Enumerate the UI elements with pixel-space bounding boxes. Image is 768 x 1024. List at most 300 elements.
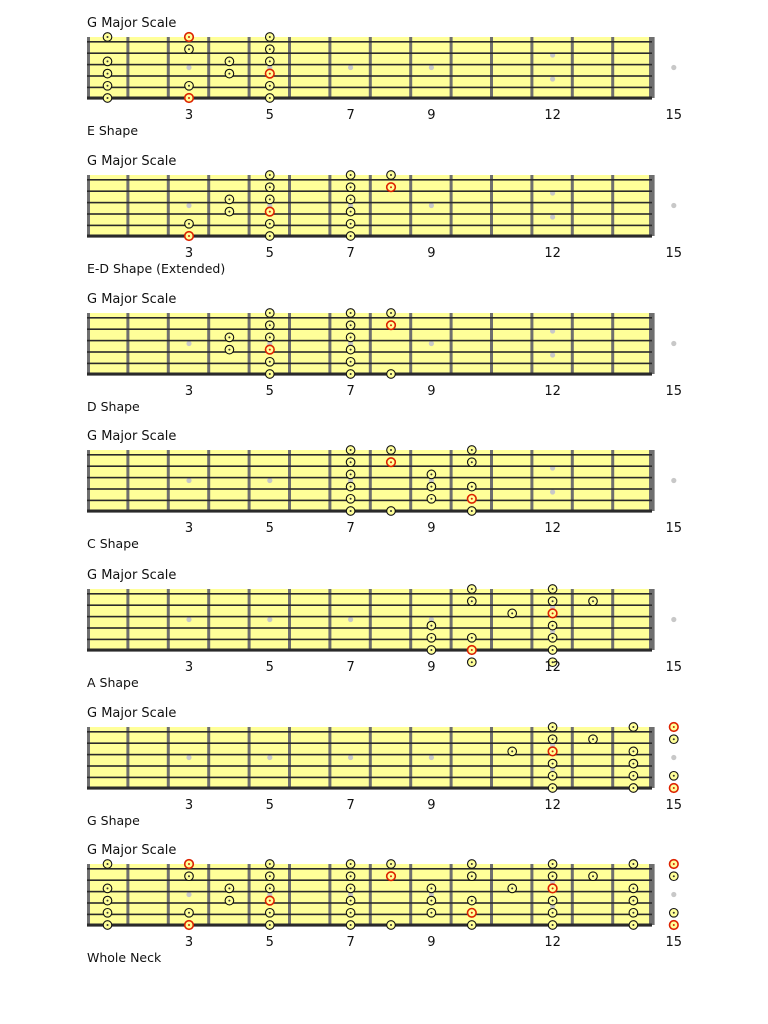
fretboard-panel-g-shape	[0, 690, 768, 827]
fret-bar	[207, 450, 210, 511]
fret-bar	[652, 864, 655, 925]
inlay-dot	[186, 341, 191, 346]
note-center-mark	[269, 223, 271, 225]
inlay-dot	[550, 214, 555, 219]
fret-bar	[571, 313, 574, 374]
fret-bar	[490, 37, 493, 98]
fret-bar	[530, 175, 533, 236]
string-line	[87, 190, 652, 192]
fret-bar	[652, 450, 655, 511]
fret-bar	[611, 450, 614, 511]
note-center-mark	[390, 461, 392, 463]
fretboard-panel-a-shape	[0, 552, 768, 689]
fret-bar-end	[649, 864, 652, 925]
inlay-dot	[671, 478, 676, 483]
fret-number-label: 7	[346, 660, 355, 675]
note-center-mark	[552, 637, 554, 639]
fret-bar	[126, 175, 129, 236]
fret-bar	[288, 450, 291, 511]
note-center-mark	[228, 211, 230, 213]
note-center-mark	[552, 763, 554, 765]
fret-number-label: 3	[184, 108, 194, 123]
note-center-mark	[471, 637, 473, 639]
board-edge-line	[87, 97, 652, 99]
note-center-mark	[188, 85, 190, 87]
note-center-mark	[350, 198, 352, 200]
fret-bar	[369, 727, 372, 788]
note-center-mark	[430, 486, 432, 488]
panel-title: G Major Scale	[87, 16, 177, 31]
fret-bar	[611, 37, 614, 98]
note-center-mark	[390, 863, 392, 865]
note-center-mark	[269, 361, 271, 363]
inlay-dot	[267, 478, 272, 483]
note-center-mark	[632, 924, 634, 926]
note-center-mark	[350, 361, 352, 363]
fret-bar	[611, 589, 614, 650]
note-center-mark	[107, 60, 109, 62]
note-center-mark	[632, 863, 634, 865]
string-line	[87, 765, 652, 767]
note-center-mark	[632, 787, 634, 789]
note-center-mark	[269, 373, 271, 375]
fret-number-label: 12	[544, 246, 561, 261]
note-center-mark	[107, 912, 109, 914]
note-center-mark	[673, 863, 675, 865]
nut-bar	[87, 313, 90, 374]
fret-number-label: 12	[544, 521, 561, 536]
fret-bar	[652, 589, 655, 650]
note-center-mark	[471, 863, 473, 865]
string-line	[87, 87, 652, 89]
fret-bar	[450, 589, 453, 650]
inlay-dot	[671, 65, 676, 70]
note-center-mark	[269, 48, 271, 50]
shape-caption: C Shape	[87, 536, 139, 551]
note-center-mark	[592, 600, 594, 602]
string-line	[87, 488, 652, 490]
note-center-mark	[471, 900, 473, 902]
fret-bar-end	[649, 37, 652, 98]
string-line	[87, 754, 652, 756]
note-center-mark	[471, 875, 473, 877]
inlay-dot	[429, 341, 434, 346]
nut-bar	[87, 450, 90, 511]
fret-bar	[369, 589, 372, 650]
string-line	[87, 328, 652, 330]
note-center-mark	[350, 449, 352, 451]
note-center-mark	[471, 600, 473, 602]
note-center-mark	[107, 924, 109, 926]
fret-number-label: 15	[665, 660, 683, 675]
note-center-mark	[552, 863, 554, 865]
note-center-mark	[269, 349, 271, 351]
inlay-dot	[671, 892, 676, 897]
fretboard-panel-e-shape	[0, 0, 768, 137]
fret-number-label: 15	[665, 246, 683, 261]
string-line	[87, 340, 652, 342]
inlay-dot	[186, 203, 191, 208]
fret-bar	[288, 864, 291, 925]
fret-bar	[369, 37, 372, 98]
note-center-mark	[350, 223, 352, 225]
fret-bar	[328, 450, 331, 511]
fret-bar	[409, 864, 412, 925]
fret-bar	[530, 727, 533, 788]
fretboard-diagram	[0, 827, 768, 964]
note-center-mark	[552, 912, 554, 914]
fret-number-label: 3	[184, 384, 194, 399]
note-center-mark	[673, 738, 675, 740]
fret-number-label: 15	[665, 384, 683, 399]
note-center-mark	[269, 198, 271, 200]
string-line	[87, 616, 652, 618]
inlay-dot	[671, 617, 676, 622]
fret-bar-end	[649, 313, 652, 374]
fret-number-label: 9	[427, 521, 436, 536]
nut-bar	[87, 37, 90, 98]
fret-bar	[328, 864, 331, 925]
note-center-mark	[430, 900, 432, 902]
inlay-dot	[348, 755, 353, 760]
board-edge-line	[87, 235, 652, 237]
note-center-mark	[673, 912, 675, 914]
note-center-mark	[552, 787, 554, 789]
fret-bar	[369, 313, 372, 374]
note-center-mark	[228, 900, 230, 902]
note-center-mark	[269, 97, 271, 99]
fret-bar	[126, 450, 129, 511]
fret-bar	[530, 450, 533, 511]
fret-bar	[409, 589, 412, 650]
fret-bar	[369, 175, 372, 236]
string-line	[87, 98, 652, 100]
panel-title: G Major Scale	[87, 292, 177, 307]
board-edge-line	[87, 510, 652, 512]
string-line	[87, 52, 652, 54]
fret-bar	[611, 175, 614, 236]
fret-number-label: 15	[665, 935, 683, 950]
fret-bar	[571, 864, 574, 925]
note-center-mark	[269, 312, 271, 314]
note-center-mark	[632, 912, 634, 914]
note-center-mark	[471, 661, 473, 663]
string-line	[87, 604, 652, 606]
note-center-mark	[107, 887, 109, 889]
fret-bar	[288, 313, 291, 374]
fret-bar	[248, 727, 251, 788]
fret-number-label: 5	[265, 660, 274, 675]
fret-bar	[167, 450, 170, 511]
note-center-mark	[188, 97, 190, 99]
fret-bar	[167, 313, 170, 374]
fret-number-label: 15	[665, 521, 683, 536]
note-center-mark	[269, 60, 271, 62]
fret-bar	[490, 175, 493, 236]
fret-bar	[248, 864, 251, 925]
fret-bar	[490, 864, 493, 925]
note-center-mark	[430, 912, 432, 914]
fretboard-diagram	[0, 276, 768, 413]
inlay-dot	[186, 892, 191, 897]
note-center-mark	[188, 912, 190, 914]
note-center-mark	[107, 85, 109, 87]
note-center-mark	[430, 473, 432, 475]
note-center-mark	[269, 924, 271, 926]
shape-caption: E Shape	[87, 123, 139, 138]
fret-bar	[571, 589, 574, 650]
fret-number-label: 3	[184, 660, 194, 675]
fret-bar	[530, 37, 533, 98]
fret-number-label: 3	[184, 798, 194, 813]
nut-bar	[87, 589, 90, 650]
inlay-dot	[348, 617, 353, 622]
fret-bar	[369, 864, 372, 925]
note-center-mark	[390, 186, 392, 188]
note-center-mark	[390, 373, 392, 375]
fret-bar	[207, 175, 210, 236]
fretboard-diagram	[0, 0, 768, 137]
note-center-mark	[430, 637, 432, 639]
note-center-mark	[592, 875, 594, 877]
string-line	[87, 500, 652, 502]
fret-number-label: 3	[184, 935, 194, 950]
fret-number-label: 9	[427, 246, 436, 261]
fret-bar	[409, 727, 412, 788]
inlay-dot	[429, 65, 434, 70]
fret-number-label: 12	[544, 798, 561, 813]
note-center-mark	[228, 349, 230, 351]
note-center-mark	[350, 900, 352, 902]
note-center-mark	[188, 235, 190, 237]
note-center-mark	[228, 336, 230, 338]
fret-bar	[328, 589, 331, 650]
fret-bar	[288, 727, 291, 788]
note-center-mark	[390, 324, 392, 326]
fret-bar-end	[649, 175, 652, 236]
note-center-mark	[350, 887, 352, 889]
fret-bar	[248, 37, 251, 98]
fret-bar	[611, 313, 614, 374]
fret-number-label: 5	[265, 798, 274, 813]
fret-bar	[450, 37, 453, 98]
inlay-dot	[348, 65, 353, 70]
fret-bar-end	[649, 589, 652, 650]
string-line	[87, 363, 652, 365]
string-line	[87, 179, 652, 181]
fret-number-label: 7	[346, 384, 355, 399]
note-center-mark	[632, 726, 634, 728]
note-center-mark	[350, 373, 352, 375]
string-line	[87, 925, 652, 927]
note-center-mark	[107, 900, 109, 902]
fret-bar	[328, 727, 331, 788]
note-center-mark	[350, 211, 352, 213]
note-center-mark	[269, 174, 271, 176]
note-center-mark	[269, 875, 271, 877]
note-center-mark	[269, 324, 271, 326]
note-center-mark	[552, 750, 554, 752]
inlay-dot	[550, 76, 555, 81]
note-center-mark	[552, 625, 554, 627]
fret-bar	[530, 589, 533, 650]
inlay-dot	[267, 755, 272, 760]
note-center-mark	[632, 763, 634, 765]
note-center-mark	[430, 649, 432, 651]
fret-bar	[167, 864, 170, 925]
string-line	[87, 879, 652, 881]
note-center-mark	[269, 186, 271, 188]
note-center-mark	[269, 900, 271, 902]
string-line	[87, 202, 652, 204]
note-center-mark	[471, 449, 473, 451]
note-center-mark	[673, 875, 675, 877]
fret-bar	[126, 864, 129, 925]
note-center-mark	[269, 912, 271, 914]
fret-number-label: 5	[265, 935, 274, 950]
note-center-mark	[228, 73, 230, 75]
string-line	[87, 351, 652, 353]
note-center-mark	[350, 324, 352, 326]
string-line	[87, 75, 652, 77]
string-line	[87, 225, 652, 227]
note-center-mark	[107, 73, 109, 75]
fret-number-label: 7	[346, 521, 355, 536]
fret-bar	[248, 175, 251, 236]
fret-bar	[409, 313, 412, 374]
note-center-mark	[228, 198, 230, 200]
note-center-mark	[269, 211, 271, 213]
note-center-mark	[390, 174, 392, 176]
shape-caption: D Shape	[87, 399, 140, 414]
note-center-mark	[592, 738, 594, 740]
fret-bar	[450, 450, 453, 511]
fret-number-label: 3	[184, 246, 194, 261]
fret-number-label: 12	[544, 660, 561, 675]
fret-bar	[288, 37, 291, 98]
fret-bar-end	[649, 450, 652, 511]
string-line	[87, 777, 652, 779]
shape-caption: Whole Neck	[87, 950, 162, 965]
fret-bar	[652, 37, 655, 98]
shape-caption: G Shape	[87, 813, 140, 828]
fret-bar	[369, 450, 372, 511]
nut-bar	[87, 727, 90, 788]
fret-bar	[571, 37, 574, 98]
fret-bar	[207, 37, 210, 98]
fret-number-label: 3	[184, 521, 194, 536]
fret-bar	[571, 175, 574, 236]
note-center-mark	[390, 924, 392, 926]
fret-number-label: 7	[346, 798, 355, 813]
inlay-dot	[429, 755, 434, 760]
note-center-mark	[269, 36, 271, 38]
inlay-dot	[550, 489, 555, 494]
note-center-mark	[632, 887, 634, 889]
string-line	[87, 731, 652, 733]
note-center-mark	[430, 498, 432, 500]
note-center-mark	[188, 223, 190, 225]
note-center-mark	[471, 588, 473, 590]
fret-number-label: 12	[544, 935, 561, 950]
fret-bar	[207, 313, 210, 374]
note-center-mark	[552, 887, 554, 889]
fret-bar	[571, 450, 574, 511]
fret-number-label: 12	[544, 384, 561, 399]
string-line	[87, 454, 652, 456]
fret-bar	[328, 37, 331, 98]
note-center-mark	[350, 510, 352, 512]
string-line	[87, 236, 652, 238]
fret-number-label: 9	[427, 935, 436, 950]
note-center-mark	[269, 336, 271, 338]
note-center-mark	[350, 461, 352, 463]
fret-bar	[126, 37, 129, 98]
fret-bar	[571, 727, 574, 788]
inlay-dot	[186, 617, 191, 622]
nut-bar	[87, 175, 90, 236]
fretboard-panel-e-d-shape	[0, 138, 768, 275]
fret-bar	[207, 589, 210, 650]
note-center-mark	[430, 887, 432, 889]
fret-bar	[530, 313, 533, 374]
note-center-mark	[390, 312, 392, 314]
string-line	[87, 639, 652, 641]
panel-title: G Major Scale	[87, 568, 177, 583]
note-center-mark	[511, 612, 513, 614]
note-center-mark	[552, 649, 554, 651]
shape-caption: E-D Shape (Extended)	[87, 261, 226, 276]
fret-bar	[652, 727, 655, 788]
note-center-mark	[269, 863, 271, 865]
fret-bar	[490, 727, 493, 788]
note-center-mark	[350, 312, 352, 314]
note-center-mark	[269, 73, 271, 75]
fretboard-panel-whole-neck	[0, 827, 768, 964]
note-center-mark	[673, 775, 675, 777]
fret-number-label: 7	[346, 108, 355, 123]
fretboard-panel-d-shape	[0, 276, 768, 413]
note-center-mark	[552, 900, 554, 902]
nut-bar	[87, 864, 90, 925]
panel-title: G Major Scale	[87, 706, 177, 721]
note-center-mark	[350, 875, 352, 877]
inlay-dot	[671, 203, 676, 208]
panel-title: G Major Scale	[87, 429, 177, 444]
string-line	[87, 788, 652, 790]
fret-bar-end	[649, 727, 652, 788]
note-center-mark	[673, 787, 675, 789]
note-center-mark	[552, 726, 554, 728]
fret-bar	[126, 727, 129, 788]
string-line	[87, 477, 652, 479]
fret-bar	[490, 313, 493, 374]
fret-bar	[652, 313, 655, 374]
note-center-mark	[552, 738, 554, 740]
note-center-mark	[471, 461, 473, 463]
fret-bar	[328, 175, 331, 236]
fret-bar	[409, 450, 412, 511]
inlay-dot	[671, 755, 676, 760]
shape-caption: A Shape	[87, 675, 139, 690]
fret-number-label: 5	[265, 521, 274, 536]
fret-bar	[288, 175, 291, 236]
note-center-mark	[552, 924, 554, 926]
fret-bar	[409, 37, 412, 98]
fret-number-label: 5	[265, 246, 274, 261]
note-center-mark	[269, 235, 271, 237]
string-line	[87, 627, 652, 629]
